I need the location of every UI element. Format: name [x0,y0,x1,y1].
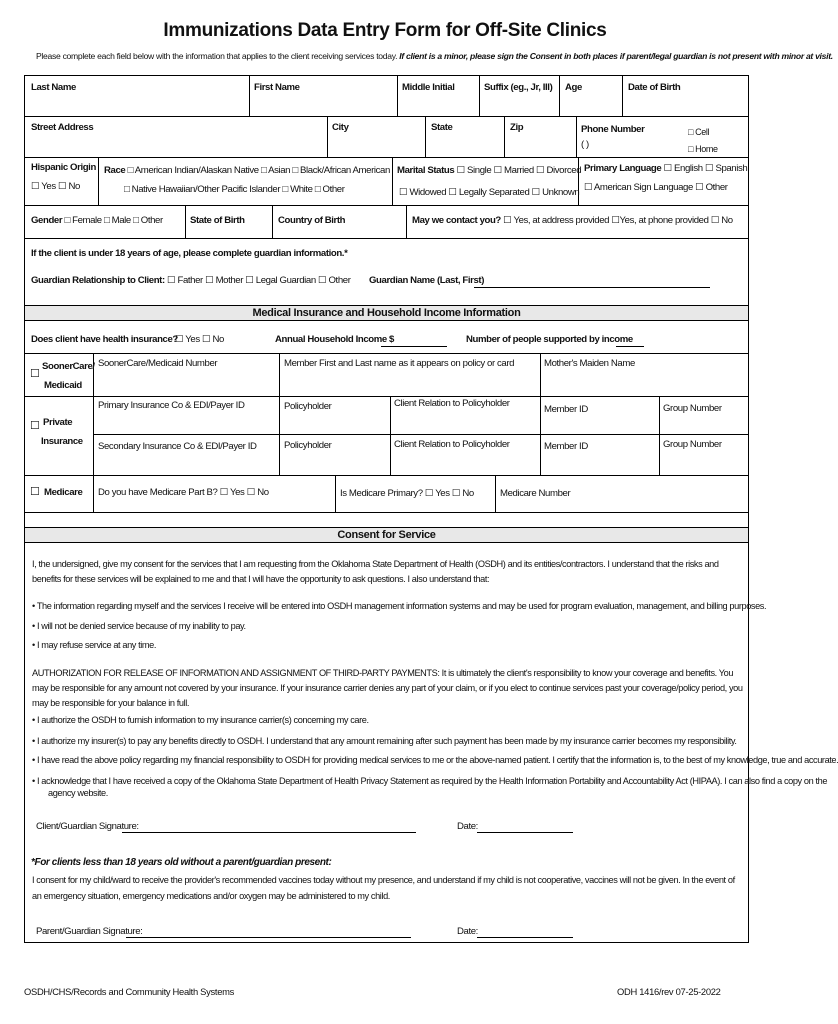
income-input-line[interactable] [381,346,447,347]
parent-signature-label: Parent/Guardian Signature: [36,926,143,937]
language-row2[interactable]: ☐ American Sign Language ☐ Other [584,182,728,193]
row-line [24,475,749,476]
insurance-heading: Medical Insurance and Household Income Information [252,307,521,319]
gender-options[interactable]: □ Female □ Male □ Other [64,215,163,226]
consent-heading: Consent for Service [337,529,436,541]
private-label-1: Private [43,417,73,428]
hispanic-label: Hispanic Origin [31,162,96,173]
primary-group-label: Group Number [663,403,722,414]
instructions-bold: If client is a minor, please sign the Consent in both places if parent/legal guardian is not present with minor at visit. [399,51,833,61]
income-label: Annual Household Income $ [275,334,394,345]
col-line [93,353,94,512]
first-name-label: First Name [254,82,300,93]
footer-left: OSDH/CHS/Records and Community Health Systems [24,986,235,997]
private-checkbox[interactable]: ☐ [30,420,40,432]
state-label: State [431,122,453,133]
parent-signature-line[interactable] [126,937,411,938]
col-line [98,157,99,205]
has-insurance-label: Does client have health insurance? [31,334,178,345]
date-label-1: Date: [457,821,478,832]
auth-bullet-text: I acknowledge that I have received a copy of the Oklahoma State Department of Health Privacy Statement as required by the Health Information Portability and Accountability Act (HIPAA). I can also find a copy on the [36,776,828,786]
primary-policyholder-label: Policyholder [284,401,332,412]
date-line-1[interactable] [477,832,573,833]
gender-row[interactable] [31,215,163,226]
sooner-number-label: SoonerCare/Medicaid Number [98,358,218,369]
minor-heading: *For clients less than 18 years old without a parent/guardian present: [31,857,332,868]
row-line [24,238,749,239]
consent-heading-bar [25,527,748,543]
col-line [327,116,328,157]
secondary-member-id-label: Member ID [544,441,588,452]
col-line [504,116,505,157]
auth-bullet: • I authorize my insurer(s) to pay any benefits directly to OSDH. I understand that any amount remaining after such payment has been made by my insurance carrier becomes my responsibility. [32,736,737,746]
secondary-relation-label: Client Relation to Policyholder [394,439,510,450]
col-line [185,205,186,238]
last-name-label: Last Name [31,82,76,93]
age-label: Age [565,82,582,93]
guardian-relationship-label: Guardian Relationship to Client: [31,275,165,286]
col-line [479,75,480,116]
race-label: Race [104,165,126,176]
auth-bullet-text: I authorize the OSDH to furnish information to my insurance carrier(s) concerning my care. [36,715,369,725]
supported-input-line[interactable] [616,346,644,347]
hispanic-options[interactable]: ☐ Yes ☐ No [31,181,80,192]
medicare-primary[interactable]: Is Medicare Primary? ☐ Yes ☐ No [340,488,474,499]
consent-bullet: • I will not be denied service because of my inability to pay. [32,621,246,631]
row-line [24,205,749,206]
marital-label: Marital Status [397,165,455,176]
auth-bullet: • I authorize the OSDH to furnish information to my insurance carrier(s) concerning my care. [32,715,369,725]
authorization-text: AUTHORIZATION FOR RELEASE OF INFORMATION AND ASSIGNMENT OF THIRD-PARTY PAYMENTS: It is ultimately the client's responsibility to know your coverage and benefits. You may be responsible for any amount not covered by your insurance. If your insurance carrier denies any part of your claim, or if you elect to continue services past your coverage/policy period, you may be responsible for your balance in full. [32,668,743,708]
primary-insurance-label: Primary Insurance Co & EDI/Payer ID [98,400,245,411]
col-line [659,396,660,475]
row-line [24,353,749,354]
instructions-text: Please complete each field below with the information that applies to the client receiving services today. [36,51,398,61]
language-options-1[interactable]: ☐ English ☐ Spanish [663,163,748,174]
dob-label: Date of Birth [628,82,681,93]
medicare-label: Medicare [44,487,83,498]
primary-member-id-label: Member ID [544,404,588,415]
street-label: Street Address [31,122,94,133]
medicare-checkbox[interactable]: ☐ [30,486,40,498]
auth-bullet-text: I authorize my insurer(s) to pay any benefits directly to OSDH. I understand that any amount remaining after such payment has been made by my insurance carrier becomes my responsibility. [36,736,737,746]
medicare-part-b[interactable]: Do you have Medicare Part B? ☐ Yes ☐ No [98,487,269,498]
row-line [24,396,749,397]
client-signature-label: Client/Guardian Signature: [36,821,139,832]
form-title: Immunizations Data Entry Form for Off-Site Clinics [163,20,607,41]
client-signature-line[interactable] [122,832,416,833]
col-line [559,75,560,116]
marital-row1[interactable] [397,165,581,176]
col-line [392,157,393,205]
guardian-name-label: Guardian Name (Last, First) [369,275,485,286]
race-row1[interactable] [104,165,390,176]
supported-label: Number of people supported by income [466,334,633,345]
member-name-label: Member First and Last name as it appears on policy or card [284,358,515,369]
sooner-checkbox[interactable]: ☐ [30,368,40,380]
country-birth-label: Country of Birth [278,215,346,226]
has-insurance-options[interactable]: ☐ Yes ☐ No [175,334,224,345]
col-line [279,353,280,396]
col-line [249,75,250,116]
date-label-2: Date: [457,926,478,937]
guardian-relationship-options[interactable]: ☐ Father ☐ Mother ☐ Legal Guardian ☐ Other [167,275,351,286]
auth-bullet-text: I have read the above policy regarding my financial responsibility to OSDH for providing medical services to me or the above-named patient. I certify that the information is, to the best of my knowledge, true and accurate. [36,755,838,765]
state-birth-label: State of Birth [190,215,245,226]
col-line [279,396,280,475]
contact-options[interactable]: ☐ Yes, at address provided ☐Yes, at phone provided ☐ No [503,215,733,226]
race-row2[interactable]: □ Native Hawaiian/Other Pacific Islander □ White □ Other [124,184,345,195]
private-label-2: Insurance [41,436,83,447]
col-line [495,475,496,512]
auth-bullet-cont: agency website. [48,788,108,798]
guardian-note: If the client is under 18 years of age, please complete guardian information.* [31,248,348,259]
maiden-name-label: Mother's Maiden Name [544,358,635,369]
consent-bullet-text: I will not be denied service because of my inability to pay. [36,621,246,631]
suffix-label: Suffix (eg., Jr, III) [484,82,553,93]
footer-right: ODH 1416/rev 07-25-2022 [617,986,721,997]
insurance-heading-bar [25,305,748,321]
consent-bullet: • I may refuse service at any time. [32,640,157,650]
date-line-2[interactable] [477,937,573,938]
middle-initial-label: Middle Initial [402,82,455,93]
col-line [397,75,398,116]
minor-consent-text: I consent for my child/ward to receive the provider's recommended vaccines today without my presence, and understand if my child is not cooperative, vaccines will not be given. In the event of an emergency situation, emergency medications and/or oxygen may be administered to my child. [32,875,735,901]
gender-label: Gender [31,215,63,226]
col-line [406,205,407,238]
consent-bullet-text: I may refuse service at any time. [36,640,157,650]
city-label: City [332,122,349,133]
cell-checkbox[interactable]: □ Cell [688,127,710,137]
zip-label: Zip [510,122,524,133]
col-line [576,116,577,157]
contact-row[interactable] [412,215,733,226]
sooner-label-1: SoonerCare/ [42,361,95,372]
consent-bullet: • The information regarding myself and the services I receive will be entered into OSDH management information systems and may be used for program evaluation, management, and billing purposes. [32,601,767,611]
row-line [24,157,749,158]
sooner-label-2: Medicaid [44,380,82,391]
instructions [36,51,833,61]
race-options-1[interactable]: □ American Indian/Alaskan Native □ Asian □ Black/African American [127,165,390,176]
marital-options-1[interactable]: ☐ Single ☐ Married ☐ Divorced [456,165,582,176]
primary-relation-label: Client Relation to Policyholder [394,398,510,409]
col-line [622,75,623,116]
row-line [24,512,749,513]
row-line [24,116,749,117]
contact-label: May we contact you? [412,215,501,226]
language-row1[interactable] [584,163,747,174]
home-checkbox[interactable]: □ Home [688,144,718,154]
medicare-number-label: Medicare Number [500,488,571,499]
language-label: Primary Language [584,163,662,174]
auth-bullet: • I have read the above policy regarding my financial responsibility to OSDH for providing medical services to me or the above-named patient. I certify that the information is, to the best of my knowledge, true and accurate. [32,755,838,765]
row-line [93,434,749,435]
col-line [540,353,541,396]
guardian-name-input-line[interactable] [474,287,710,288]
phone-label: Phone Number [581,124,645,135]
phone-paren: ( ) [581,139,589,150]
consent-intro: I, the undersigned, give my consent for the services that I am requesting from the Oklahoma State Department of Health (OSDH) and its entities/contractors. I understand that the risks and benefits for these services will be explained to me and that I will have the opportunity to ask questions. I also understand that: [32,559,719,584]
col-line [540,396,541,475]
secondary-group-label: Group Number [663,439,722,450]
col-line [390,396,391,475]
consent-bullet-text: The information regarding myself and the services I receive will be entered into OSDH management information systems and may be used for program evaluation, management, and billing purposes. [36,601,767,611]
marital-row2[interactable]: ☐ Widowed ☐ Legally Separated ☐ Unknown [399,187,580,198]
col-line [272,205,273,238]
guardian-relationship-row[interactable] [31,275,351,286]
secondary-insurance-label: Secondary Insurance Co & EDI/Payer ID [98,441,257,452]
col-line [425,116,426,157]
col-line [335,475,336,512]
secondary-policyholder-label: Policyholder [284,440,332,451]
auth-bullet: • I acknowledge that I have received a copy of the Oklahoma State Department of Health Privacy Statement as required by the Health Information Portability and Accountability Act (HIPAA). I can also find a copy on the [32,776,828,786]
